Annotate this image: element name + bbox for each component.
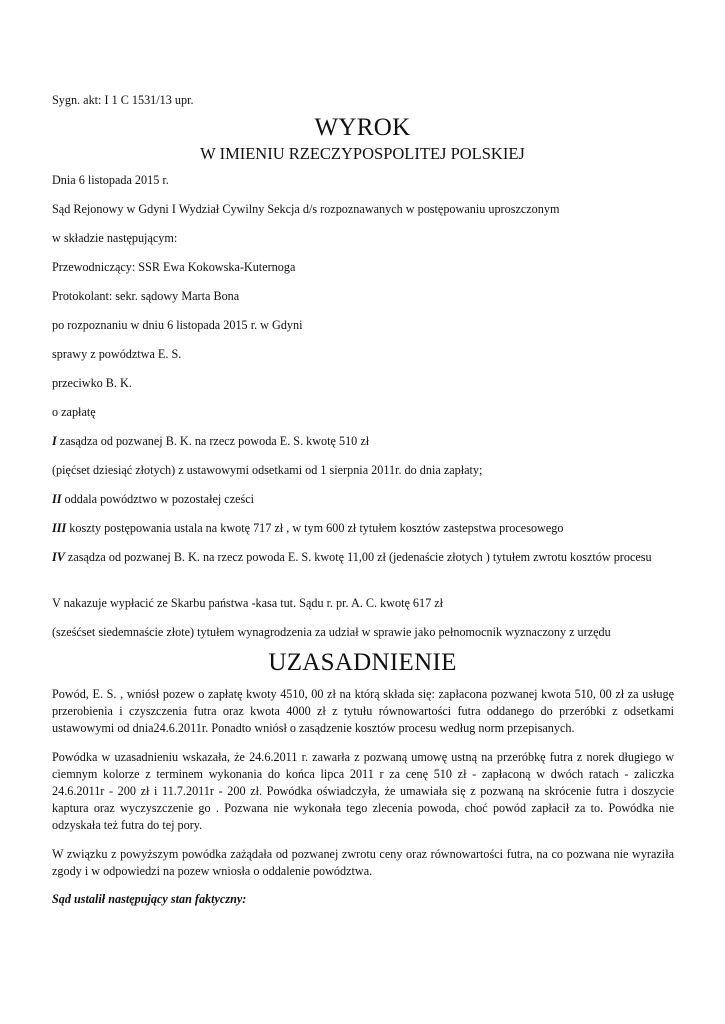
verdict-point xyxy=(52,595,674,612)
verdict-point xyxy=(52,462,674,479)
justification-paragraph: Powód, E. S. , wniósł pozew o zapłatę kwoty 4510, 00 zł na którą składa się: zapłacona pozwanej kwota 510, 00 zł za usługę przerobienia i czyszczenia futra oraz kwota 4000 zł z tytułu równowartości futra oddanego do przeróbki z odsetkami ustawowymi od dnia24.6.2011r. Ponadto wniósł o zasądzenie kosztów procesu według norm przepisanych. xyxy=(52,687,674,735)
verdict-text: zasądza od pozwanej B. K. na rzecz powoda E. S. kwotę 11,00 zł (jedenaście złotych ) tytułem zwrotu kosztów procesu xyxy=(64,550,652,564)
intro-line: w składzie następującym: xyxy=(52,231,178,245)
verdict-point xyxy=(52,491,674,508)
intro-line: po rozpoznaniu w dniu 6 listopada 2015 r. w Gdyni xyxy=(52,318,303,332)
verdict-point xyxy=(52,549,674,566)
intro-line: Protokolant: sekr. sądowy Marta Bona xyxy=(52,289,240,303)
intro-line: sprawy z powództwa E. S. xyxy=(52,347,182,361)
justification-title: UZASADNIENIE xyxy=(268,649,457,676)
intro-line: Przewodniczący: SSR Ewa Kokowska-Kuternoga xyxy=(52,260,296,274)
verdict-text: oddala powództwo w pozostałej cześci xyxy=(61,492,255,506)
verdict-number: I xyxy=(52,434,57,448)
case-signature: Sygn. akt: I 1 C 1531/13 upr. xyxy=(52,93,194,107)
justification-paragraph: Powódka w uzasadnieniu wskazała, że 24.6.2011 r. zawarła z pozwaną umowę ustną na przeróbkę futra z norek długiego w ciemnym kolorze z terminem wykonania do końca lipca 2011 r za cenę 510 zł - zapłaconą w dwóch ratach - zaliczka 24.6.2011r - 200 zł i 11.7.2011r - 200 zł. Powódka oświadczyła, że umawiała się z pozwaną na skrócenie futra i doszycie kaptura oraz wyczyszczenie go . Pozwana nie wykonała tego zlecenia powoda, choć powód zapłacił za to. Powódka nie odzyskała też futra do tej pory. xyxy=(52,750,674,832)
findings-heading: Sąd ustalił następujący stan faktyczny: xyxy=(52,892,247,906)
verdict-text: (sześćset siedemnaście złote) tytułem wynagrodzenia za udział w sprawie jako pełnomocnik wyznaczony z urzędu xyxy=(52,625,611,639)
intro-line: Sąd Rejonowy w Gdyni I Wydział Cywilny Sekcja d/s rozpoznawanych w postępowaniu uproszczonym xyxy=(52,202,560,216)
justification-paragraph: W związku z powyższym powódka zażądała od pozwanej zwrotu ceny oraz równowartości futra, na co pozwana nie wyraziła zgody i w odpowiedzi na pozew wniosła o oddalenie powództwa. xyxy=(52,847,674,878)
verdict-point xyxy=(52,433,674,450)
verdict-text: V nakazuje wypłacić ze Skarbu państwa -kasa tut. Sądu r. pr. A. C. kwotę 617 zł xyxy=(52,596,444,610)
verdict-number: II xyxy=(52,492,62,506)
document-subtitle: W IMIENIU RZECZYPOSPOLITEJ POLSKIEJ xyxy=(200,144,525,163)
intro-line: przeciwko B. K. xyxy=(52,376,132,390)
intro-line: o zapłatę xyxy=(52,405,96,419)
intro-line: Dnia 6 listopada 2015 r. xyxy=(52,173,169,187)
document-title: WYROK xyxy=(314,114,411,141)
verdict-text: koszty postępowania ustala na kwotę 717 zł , w tym 600 zł tytułem kosztów zastepstwa procesowego xyxy=(66,521,564,535)
verdict-point xyxy=(52,520,674,537)
verdict-number: IV xyxy=(52,550,65,564)
verdict-text: zasądza od pozwanej B. K. na rzecz powoda E. S. kwotę 510 zł xyxy=(56,434,370,448)
verdict-point xyxy=(52,624,674,641)
verdict-text: (pięćset dziesiąć złotych) z ustawowymi odsetkami od 1 sierpnia 2011r. do dnia zapłaty; xyxy=(52,463,483,477)
verdict-number: III xyxy=(52,521,67,535)
